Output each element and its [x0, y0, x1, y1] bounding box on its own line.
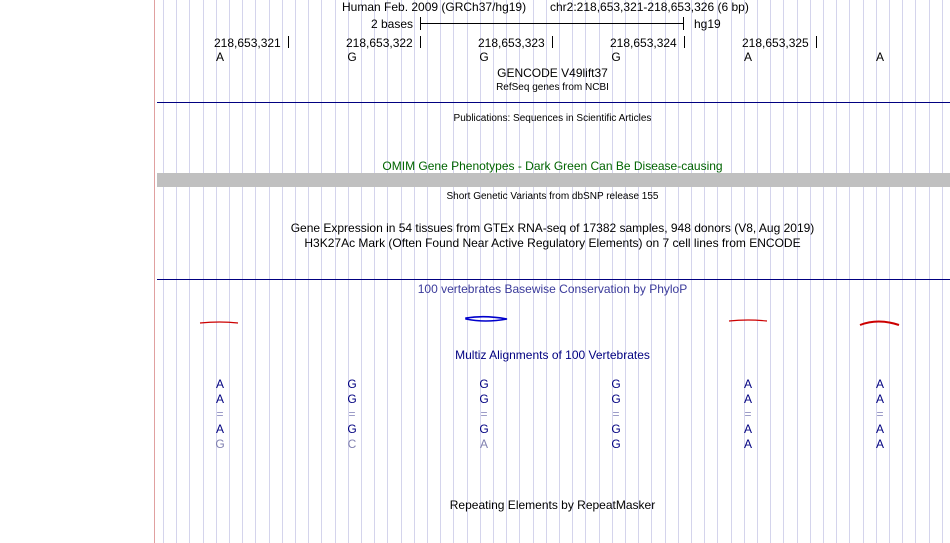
gtex-title[interactable]: Gene Expression in 54 tissues from GTEx RNA-seq of 17382 samples, 948 donors (V8, Aug 2019) — [290, 221, 815, 235]
alignment-base: G — [479, 422, 489, 436]
alignment-base: G — [611, 422, 621, 436]
repeatmasker-title[interactable]: Repeating Elements by RepeatMasker — [449, 498, 656, 512]
alignment-base: G — [479, 377, 489, 391]
assembly-title: Human Feb. 2009 (GRCh37/hg19) — [342, 0, 527, 14]
reference-base: G — [347, 50, 357, 64]
scale-text: 2 bases — [371, 17, 414, 31]
alignment-base: A — [875, 437, 884, 451]
scale-db: hg19 — [694, 17, 721, 31]
ruler-tick — [684, 36, 685, 48]
alignment-base: = — [876, 407, 884, 421]
refseq-subtitle: RefSeq genes from NCBI — [496, 82, 609, 93]
ruler-position-label: 218,653,324 — [610, 36, 677, 50]
alignment-base: G — [611, 437, 621, 451]
alignment-base: G — [611, 377, 621, 391]
ruler-position-label: 218,653,322 — [346, 36, 413, 50]
reference-base: G — [479, 50, 489, 64]
alignment-base: A — [215, 422, 224, 436]
alignment-base: A — [479, 437, 488, 451]
ruler-tick — [552, 36, 553, 48]
alignment-base: A — [743, 392, 752, 406]
alignment-base: A — [215, 377, 224, 391]
alignment-base: = — [480, 407, 488, 421]
gencode-track-title[interactable]: GENCODE V49lift37 — [497, 66, 608, 80]
ruler-tick — [816, 36, 817, 48]
dbsnp-title[interactable]: Short Genetic Variants from dbSNP release 155 — [446, 191, 659, 202]
alignment-base: G — [611, 392, 621, 406]
ruler-tick — [288, 36, 289, 48]
alignment-base: = — [216, 407, 224, 421]
alignment-base: = — [744, 407, 752, 421]
multiz-title[interactable]: Multiz Alignments of 100 Vertebrates — [455, 348, 650, 362]
alignment-base: = — [612, 407, 620, 421]
scale-bar — [420, 17, 684, 31]
reference-base: A — [215, 50, 224, 64]
reference-base: G — [611, 50, 621, 64]
alignment-base: A — [875, 422, 884, 436]
alignment-base: = — [348, 407, 356, 421]
omim-gene-bar[interactable] — [157, 173, 950, 187]
alignment-base: C — [347, 437, 357, 451]
alignment-base: A — [743, 422, 752, 436]
phylop-signal — [155, 310, 950, 335]
track-label-column — [0, 0, 154, 543]
alignment-base: G — [347, 422, 357, 436]
reference-base: A — [743, 50, 752, 64]
ruler-position-label: 218,653,321 — [214, 36, 281, 50]
alignment-base: A — [743, 437, 752, 451]
publications-title[interactable]: Publications: Sequences in Scientific Articles — [453, 113, 652, 124]
h3k27ac-baseline — [157, 279, 950, 280]
phylop-title[interactable]: 100 vertebrates Basewise Conservation by PhyloP — [417, 282, 688, 296]
ruler-position-label: 218,653,325 — [742, 36, 809, 50]
alignment-base: A — [743, 377, 752, 391]
alignment-base: G — [347, 377, 357, 391]
h3k27ac-title[interactable]: H3K27Ac Mark (Often Found Near Active Regulatory Elements) on 7 cell lines from ENCODE — [304, 236, 801, 250]
alignment-base: A — [215, 392, 224, 406]
alignment-base: G — [479, 392, 489, 406]
omim-track-title[interactable]: OMIM Gene Phenotypes - Dark Green Can Be Disease-causing — [382, 159, 723, 173]
alignment-base: A — [875, 377, 884, 391]
window-position-value[interactable]: chr2:218,653,321-218,653,326 (6 bp) — [550, 0, 749, 14]
alignment-base: A — [875, 392, 884, 406]
reference-base: A — [875, 50, 884, 64]
ruler-tick — [420, 36, 421, 48]
ruler-position-label: 218,653,323 — [478, 36, 545, 50]
alignment-base: G — [215, 437, 225, 451]
alignment-base: G — [347, 392, 357, 406]
refseq-curated-line — [157, 102, 950, 103]
